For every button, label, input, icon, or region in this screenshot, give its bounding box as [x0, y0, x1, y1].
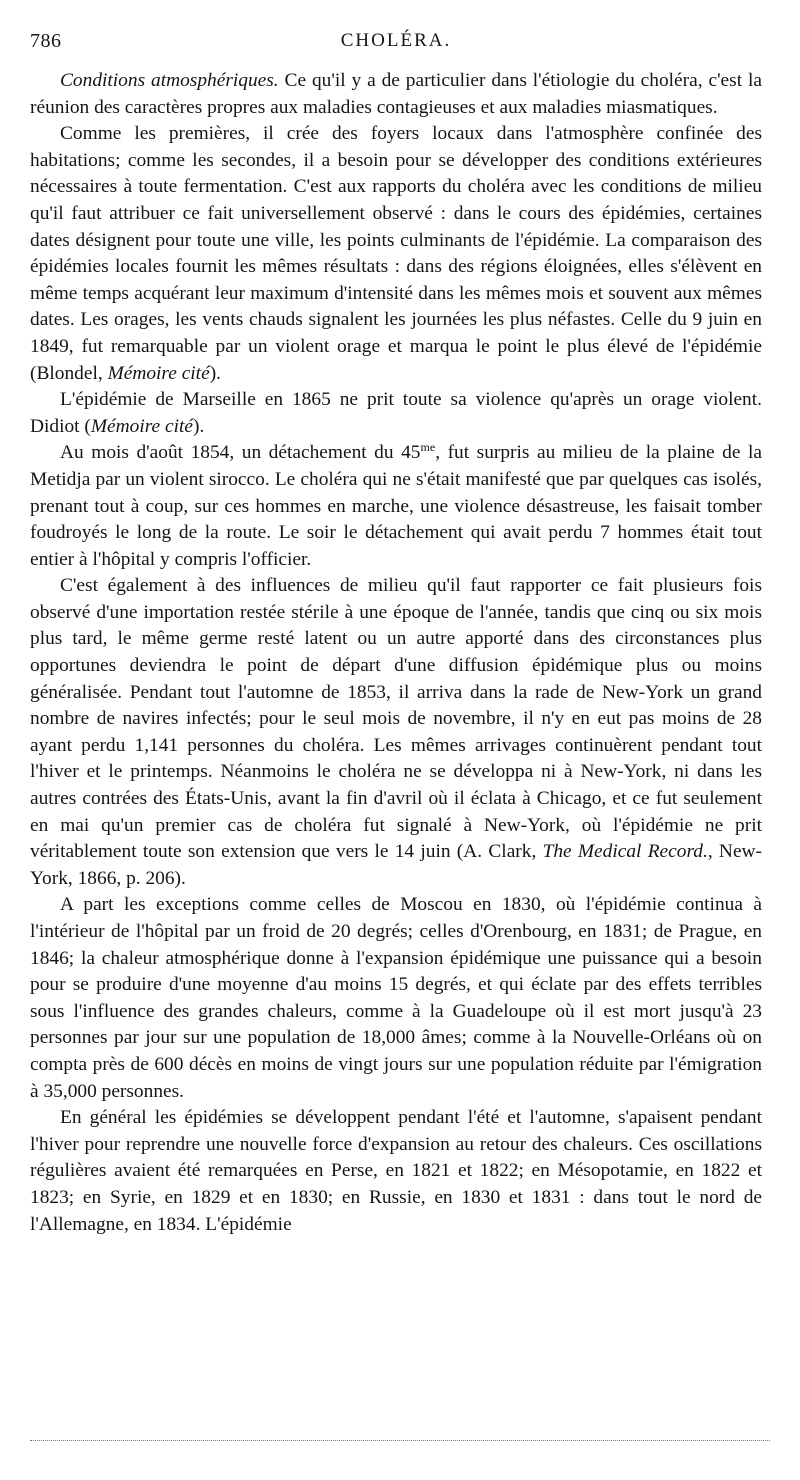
paragraph-text: Ce qu'il y a de particulier dans l'étiologie du choléra, c'est la réunion des caractères propres aux maladies contagieuses et aux maladies miasmatiques. [30, 70, 762, 118]
text-run: C'est également à des influences de milieu qu'il faut rapporter ce fait plusieurs fois observé d'une importation restée stérile à une époque de l'année, tandis que cinq ou six mois plus tard, le même germe resté latent ou un autre apporté dans des circonstances plus opportunes deviendra le point de départ d'une diffusion épidémique plus ou moins généralisée. Pendant tout l'automne de 1853, il arriva dans la rade de New-York un grand nombre de navires infectés; pour le seul mois de novembre, il n'y en eut pas moins de 28 ayant perdu 1,141 personnes du choléra. Les mêmes arrivages continuèrent pendant tout l'hiver et le printemps. Néanmoins le choléra ne se développa ni à New-York, ni dans les autres contrées des États-Unis, avant la fin d'avril où il éclata à Chicago, et ce fut seulement en mai qu'un premier cas de choléra fut signalé à New-York, où l'épidémie ne prit véritablement toute son extension que vers le 14 juin (A. Clark, [30, 575, 762, 863]
text-run: ). [209, 362, 221, 384]
paragraph-3 [30, 387, 762, 440]
italic-text: Mémoire cité [90, 415, 193, 437]
paragraph-1 [30, 68, 762, 121]
footer-dotted-rule [30, 1440, 770, 1441]
body-text [30, 68, 762, 1238]
page-number: 786 [30, 30, 62, 52]
text-run: Comme les premières, il crée des foyers locaux dans l'atmosphère confinée des habitations; comme les secondes, il a besoin pour se développer des conditions extérieures nécessaires à toute fermentation. C'est aux rapports du choléra avec les conditions de milieu qu'il faut attribuer ce fait universellement observé : dans le cours des épidémies, certaines dates désignent pour toute une ville, les points culminants de l'épidémie. La comparaison des épidémies locales fournit les mêmes résultats : dans des régions éloignées, elles s'élèvent en même temps acquérant leur maximum d'intensité dans les mêmes mois et souvent aux mêmes dates. Les orages, les vents chauds signalent les journées les plus néfastes. Celle du 9 juin en 1849, fut remarquable par un violent orage et marqua le point le plus élevé de l'épidémie (Blondel, [30, 123, 762, 384]
italic-text: The Medical Record. [542, 841, 708, 863]
running-title: CHOLÉRA. [340, 30, 452, 51]
paragraph-2 [30, 121, 762, 387]
text-run: En général les épidémies se développent pendant l'été et l'automne, s'apaisent pendant l'hiver pour reprendre une nouvelle force d'expansion au retour des chaleurs. Ces oscillations régulières avaient été remarquées en Perse, en 1821 et 1822; en Mésopotamie, en 1822 et 1823; en Syrie, en 1829 et en 1830; en Russie, en 1830 et 1831 : dans tout le nord de l'Allemagne, en 1834. L'épidémie [30, 1107, 762, 1235]
text-run: L'épidémie de Marseille en 1865 ne prit toute sa violence qu'après un orage violent. Didiot ( [30, 389, 762, 437]
superscript-text: me [420, 440, 436, 455]
paragraph-5 [30, 573, 762, 892]
section-lead-italic: Conditions atmosphériques. [60, 70, 279, 91]
paragraph-4 [30, 440, 762, 573]
text-run: , fut surpris au milieu de la plaine de la Metidja par un violent sirocco. Le choléra qui ne s'était manifesté que par quelques cas isolés, prenant tout à coup, sur ces hommes en marche, une violence désastreuse, les faisait tomber foudroyés le long de la route. Le soir le détachement qui avait perdu 7 hommes était tout entier à l'hôpital y compris l'officier. [30, 442, 762, 570]
text-run: ). [193, 415, 205, 437]
page-header [30, 30, 762, 60]
text-run: , New-York, 1866, p. 206). [30, 841, 763, 889]
text-run: Au mois d'août 1854, un détachement du 45 [60, 442, 421, 464]
paragraph-6 [30, 892, 762, 1105]
italic-text: Mémoire cité [107, 362, 210, 384]
text-run: A part les exceptions comme celles de Moscou en 1830, où l'épidémie continua à l'intérieur de l'hôpital par un froid de 20 degrés; celles d'Orenbourg, en 1831; de Prague, en 1846; la chaleur atmosphérique donne à l'expansion épidémique une puissance qui a besoin pour se produire d'une moyenne d'au moins 15 degrés, et qui éclate par des effets terribles sous l'influence des grandes chaleurs, comme à la Guadeloupe où il est mort jusqu'à 23 personnes par jour sur une population de 18,000 âmes; comme à la Nouvelle-Orléans où on compta près de 600 décès en moins de vingt jours sur une population réduite par l'émigration à 35,000 personnes. [30, 894, 762, 1102]
paragraph-7 [30, 1105, 762, 1238]
